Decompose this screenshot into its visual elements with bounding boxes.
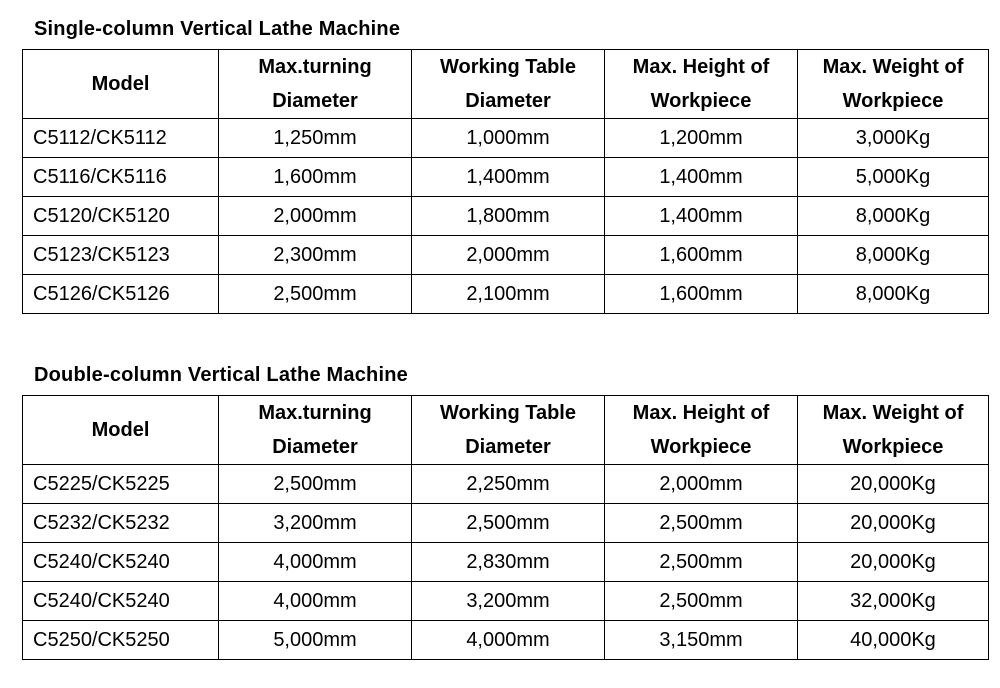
table-row [23, 543, 989, 582]
header-max-weight: Max. Weight of Workpiece [798, 50, 989, 119]
cell-model: C5240/CK5240 [23, 543, 219, 582]
section-title: Single-column Vertical Lathe Machine [34, 18, 401, 40]
cell-height: 1,400mm [605, 197, 798, 236]
cell-table-diameter: 2,830mm [412, 543, 605, 582]
table-row [23, 158, 989, 197]
table-row [23, 275, 989, 314]
cell-weight: 32,000Kg [798, 582, 989, 621]
cell-table-diameter: 1,800mm [412, 197, 605, 236]
table-row [23, 236, 989, 275]
cell-turning-diameter: 1,250mm [219, 119, 412, 158]
cell-height: 1,600mm [605, 236, 798, 275]
cell-model: C5126/CK5126 [23, 275, 219, 314]
cell-model: C5116/CK5116 [23, 158, 219, 197]
table-row [23, 621, 989, 660]
header-model: Model [23, 50, 219, 119]
table-row [23, 197, 989, 236]
cell-table-diameter: 2,000mm [412, 236, 605, 275]
header-row [23, 396, 989, 465]
cell-table-diameter: 3,200mm [412, 582, 605, 621]
table-row [23, 582, 989, 621]
cell-table-diameter: 2,100mm [412, 275, 605, 314]
header-max-turning-diameter: Max.turning Diameter [219, 50, 412, 119]
cell-turning-diameter: 5,000mm [219, 621, 412, 660]
cell-model: C5225/CK5225 [23, 465, 219, 504]
cell-model: C5123/CK5123 [23, 236, 219, 275]
header-max-turning-diameter: Max.turning Diameter [219, 396, 412, 465]
cell-weight: 20,000Kg [798, 504, 989, 543]
cell-table-diameter: 4,000mm [412, 621, 605, 660]
cell-table-diameter: 2,500mm [412, 504, 605, 543]
cell-model: C5250/CK5250 [23, 621, 219, 660]
header-max-weight: Max. Weight of Workpiece [798, 396, 989, 465]
cell-table-diameter: 1,400mm [412, 158, 605, 197]
header-max-height: Max. Height of Workpiece [605, 50, 798, 119]
cell-table-diameter: 2,250mm [412, 465, 605, 504]
cell-model: C5232/CK5232 [23, 504, 219, 543]
cell-table-diameter: 1,000mm [412, 119, 605, 158]
cell-turning-diameter: 1,600mm [219, 158, 412, 197]
cell-weight: 5,000Kg [798, 158, 989, 197]
cell-weight: 20,000Kg [798, 543, 989, 582]
cell-turning-diameter: 2,300mm [219, 236, 412, 275]
cell-model: C5120/CK5120 [23, 197, 219, 236]
cell-weight: 20,000Kg [798, 465, 989, 504]
cell-turning-diameter: 2,500mm [219, 465, 412, 504]
cell-turning-diameter: 4,000mm [219, 582, 412, 621]
spec-table [22, 395, 989, 660]
cell-height: 1,400mm [605, 158, 798, 197]
cell-height: 2,500mm [605, 582, 798, 621]
cell-turning-diameter: 3,200mm [219, 504, 412, 543]
cell-height: 1,200mm [605, 119, 798, 158]
cell-height: 2,500mm [605, 543, 798, 582]
cell-height: 1,600mm [605, 275, 798, 314]
cell-turning-diameter: 2,500mm [219, 275, 412, 314]
header-working-table-diameter: Working Table Diameter [412, 50, 605, 119]
section-title: Double-column Vertical Lathe Machine [34, 364, 408, 386]
table-row [23, 465, 989, 504]
header-max-height: Max. Height of Workpiece [605, 396, 798, 465]
cell-turning-diameter: 2,000mm [219, 197, 412, 236]
table-row [23, 504, 989, 543]
header-model: Model [23, 396, 219, 465]
cell-weight: 8,000Kg [798, 236, 989, 275]
cell-turning-diameter: 4,000mm [219, 543, 412, 582]
cell-weight: 40,000Kg [798, 621, 989, 660]
cell-weight: 3,000Kg [798, 119, 989, 158]
cell-model: C5240/CK5240 [23, 582, 219, 621]
cell-model: C5112/CK5112 [23, 119, 219, 158]
cell-height: 2,500mm [605, 504, 798, 543]
cell-height: 2,000mm [605, 465, 798, 504]
header-row [23, 50, 989, 119]
header-working-table-diameter: Working Table Diameter [412, 396, 605, 465]
cell-height: 3,150mm [605, 621, 798, 660]
cell-weight: 8,000Kg [798, 197, 989, 236]
cell-weight: 8,000Kg [798, 275, 989, 314]
table-row [23, 119, 989, 158]
spec-table [22, 49, 989, 314]
